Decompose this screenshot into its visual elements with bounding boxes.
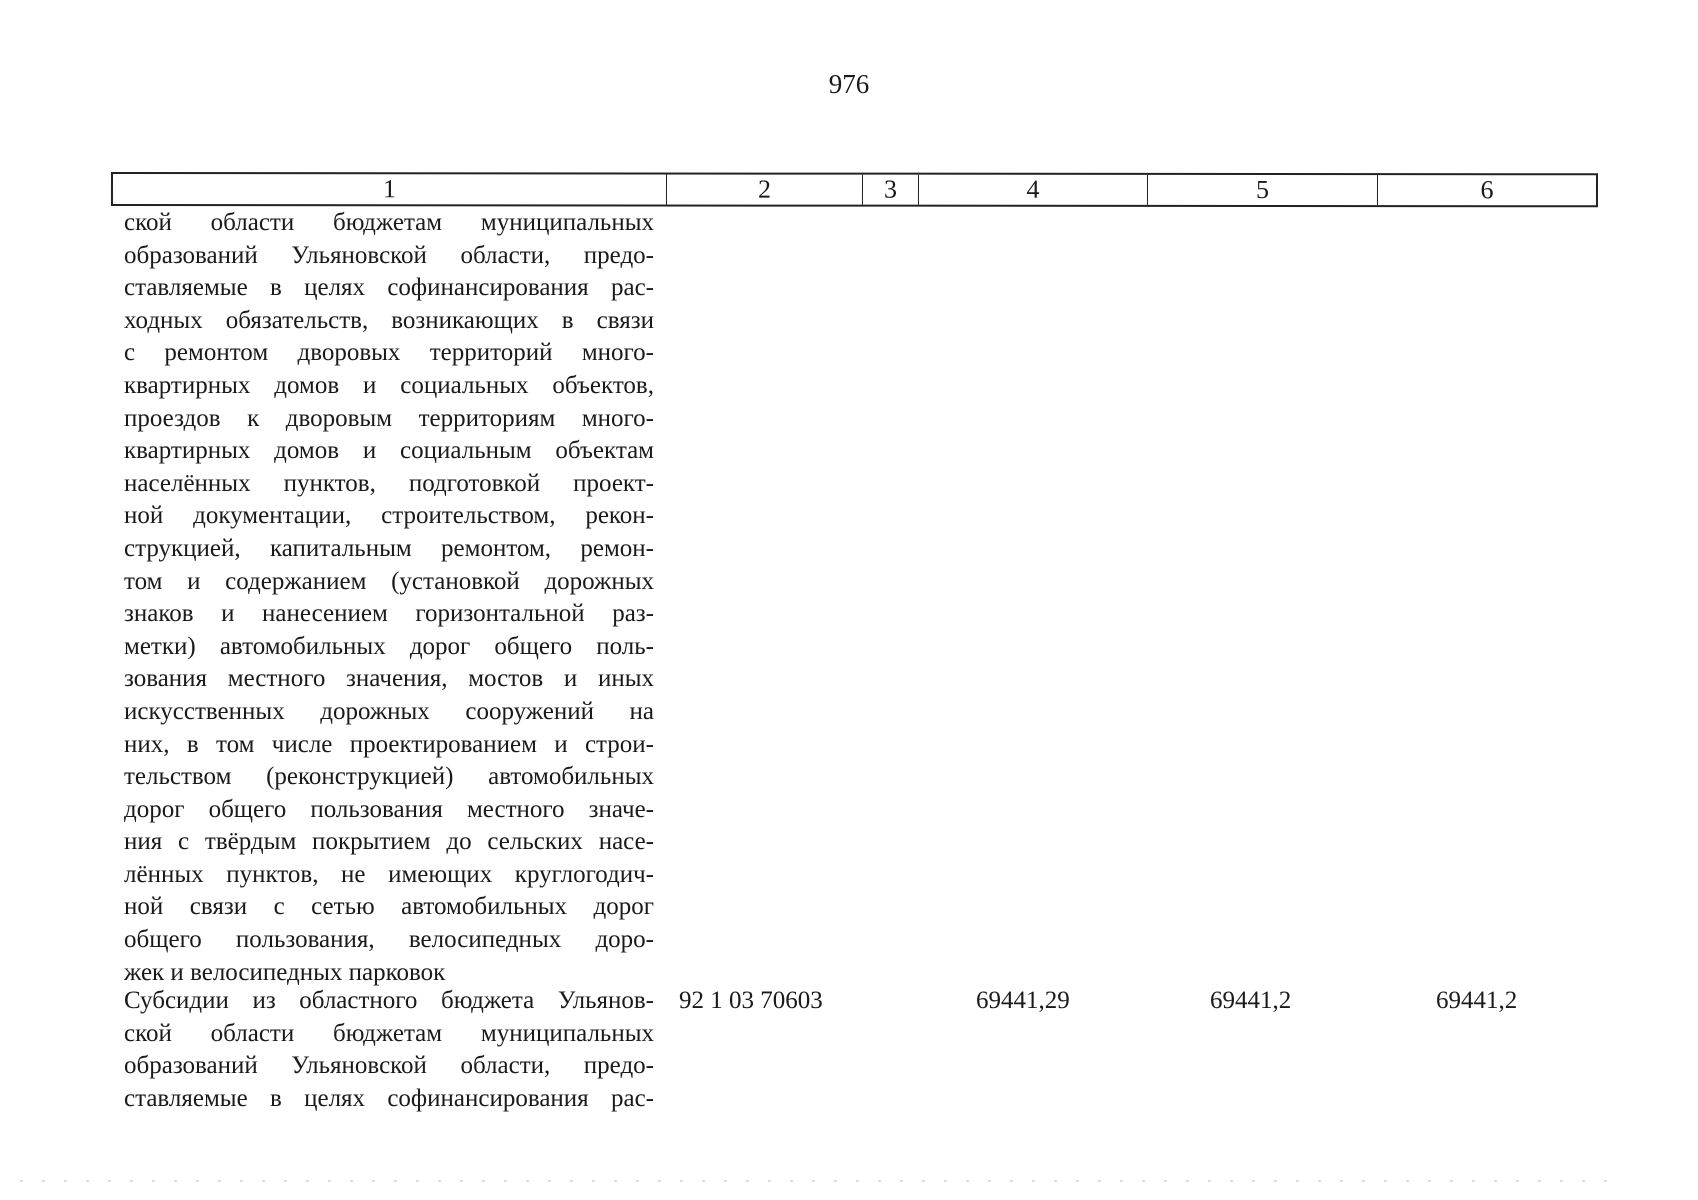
row2-col5-value: 69441,2 [1210,987,1292,1014]
page-number: 976 [828,69,870,99]
scan-artifact-dots [20,1180,1620,1182]
description-line: ставляемые в целях софинансирования рас- [124,1084,654,1112]
description-line: дорог общего пользования местного значе- [124,795,654,823]
description-line: струкцией, капитальным ремонтом, ремон- [124,534,654,562]
description-line: том и содержанием (установкой дорожных [124,567,654,595]
description-line: образований Ульяновской области, предо- [124,1052,654,1080]
row1-description [124,207,654,989]
header-col-5: 5 [1148,175,1378,205]
description-line: ния с твёрдым покрытием до сельских насе- [124,828,654,856]
description-line: проездов к дворовым территориям много- [124,404,654,432]
table-header-row [111,172,1598,207]
row2-code: 92 1 03 70603 [679,987,823,1014]
description-line: ной документации, строительством, рекон- [124,502,654,530]
description-line: ной связи с сетью автомобильных дорог [124,893,654,921]
description-line: знаков и нанесением горизонтальной раз- [124,600,654,628]
description-line: ходных обязательств, возникающих в связи [124,306,654,334]
header-col-2: 2 [667,174,863,204]
description-line: населённых пунктов, подготовкой проект- [124,469,654,497]
row2-col6-value: 69441,2 [1436,987,1518,1014]
row2-description [124,985,654,1115]
description-line: квартирных домов и социальных объектов, [124,371,654,399]
description-line: ской области бюджетам муниципальных [124,209,654,236]
description-line: с ремонтом дворовых территорий много- [124,339,654,367]
header-col-6: 6 [1480,175,1494,205]
description-line: метки) автомобильных дорог общего поль- [124,632,654,660]
description-line: ской области бюджетам муниципальных [124,1019,654,1047]
description-line: лённых пунктов, не имеющих круглогодич- [124,860,654,888]
header-col-4: 4 [919,175,1148,205]
description-line: ставляемые в целях софинансирования рас- [124,274,654,302]
header-col-3: 3 [863,175,919,205]
description-line: квартирных домов и социальным объектам [124,437,654,465]
row2-col4-value: 69441,29 [976,987,1070,1014]
description-line: образований Ульяновской области, предо- [124,241,654,269]
header-col-1: 1 [113,174,667,204]
description-line: искусственных дорожных сооружений на [124,697,654,725]
description-line: Субсидии из областного бюджета Ульянов- [124,987,654,1014]
description-line: жек и велосипедных парковок [124,958,446,986]
description-line: них, в том числе проектированием и строи- [124,730,654,758]
description-line: зования местного значения, мостов и иных [124,665,654,693]
description-line: общего пользования, велосипедных доро- [124,926,654,954]
description-line: тельством (реконструкцией) автомобильных [124,763,654,791]
